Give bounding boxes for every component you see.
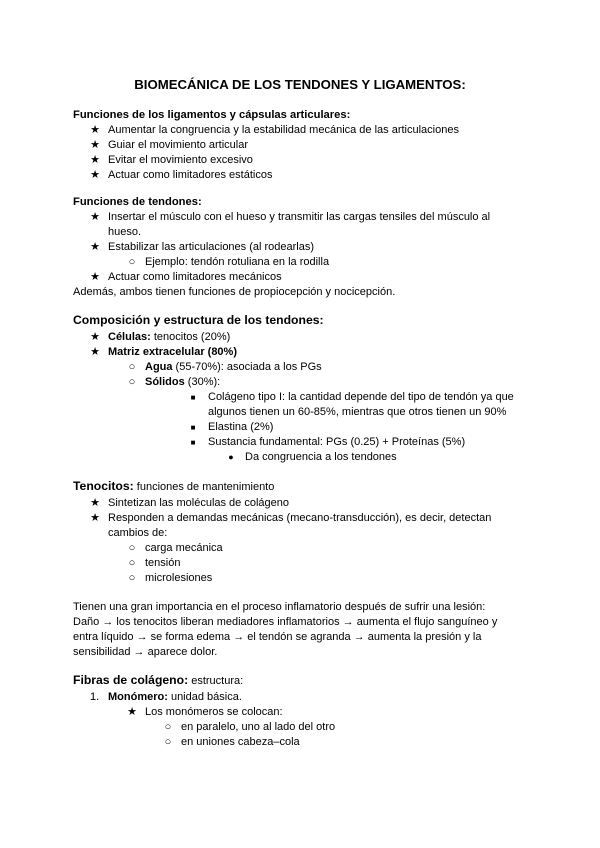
colageno-line-2: algunos tienen un 60-85%, mientras que otros tienen un 90% bbox=[208, 406, 507, 418]
tenocitos-item-2-line-2: cambios de: bbox=[108, 527, 168, 539]
fibras-heading-rest: estructura: bbox=[188, 675, 244, 687]
circle-bullet-icon: ○ bbox=[164, 736, 172, 748]
matriz-item: Matriz extracelular (80%) bbox=[108, 346, 237, 358]
fibras-sub-1: en paralelo, uno al lado del otro bbox=[181, 721, 336, 733]
circle-bullet-icon: ○ bbox=[128, 557, 136, 569]
celulas-text: tenocitos (20%) bbox=[150, 331, 231, 343]
star-bullet-icon: ★ bbox=[90, 154, 100, 166]
tenocitos-sub-3: microlesiones bbox=[145, 572, 213, 584]
circle-bullet-icon: ○ bbox=[128, 256, 136, 268]
solidos-text: (30%): bbox=[184, 376, 221, 388]
tendones-item-3: Actuar como limitadores mecánicos bbox=[108, 271, 282, 283]
star-bullet-icon: ★ bbox=[127, 706, 137, 718]
tendones-item-2-sub: Ejemplo: tendón rotuliana en la rodilla bbox=[145, 256, 330, 268]
colageno-line-1: Colágeno tipo I: la cantidad depende del tipo de tendón ya que bbox=[208, 391, 514, 403]
agua-label: Agua bbox=[145, 361, 173, 373]
fibras-heading-label: Fibras de colágeno: bbox=[73, 673, 189, 687]
tenocitos-heading-rest: funciones de mantenimiento bbox=[133, 481, 275, 493]
tendones-heading: Funciones de tendones: bbox=[73, 196, 202, 208]
colocan-item: Los monómeros se colocan: bbox=[145, 706, 283, 718]
tenocitos-item-1: Sintetizan las moléculas de colágeno bbox=[108, 497, 290, 509]
circle-bullet-icon: ○ bbox=[128, 376, 136, 388]
document-title: BIOMECÁNICA DE LOS TENDONES Y LIGAMENTOS: bbox=[134, 77, 466, 92]
congruencia-item: Da congruencia a los tendones bbox=[245, 451, 397, 463]
tenocitos-heading bbox=[73, 479, 274, 495]
circle-bullet-icon: ○ bbox=[128, 572, 136, 584]
monomero-text: unidad básica. bbox=[167, 691, 242, 703]
agua-text: (55-70%): asociada a los PGs bbox=[172, 361, 322, 373]
tendones-item-2: Estabilizar las articulaciones (al rodearlas) bbox=[108, 241, 315, 253]
composicion-heading: Composición y estructura de los tendones: bbox=[73, 313, 324, 327]
agua-item bbox=[145, 360, 322, 375]
ligamentos-item-3: Evitar el movimiento excesivo bbox=[108, 154, 253, 166]
circle-bullet-icon: ○ bbox=[128, 542, 136, 554]
square-bullet-icon: ■ bbox=[190, 423, 196, 432]
star-bullet-icon: ★ bbox=[90, 271, 100, 283]
ligamentos-item-4: Actuar como limitadores estáticos bbox=[108, 169, 273, 181]
elastina-item: Elastina (2%) bbox=[208, 421, 274, 433]
celulas-item bbox=[108, 330, 230, 345]
square-bullet-icon: ■ bbox=[190, 393, 196, 402]
tendones-item-1-line-1: Insertar el músculo con el hueso y transmitir las cargas tensiles del músculo al bbox=[108, 211, 491, 223]
dot-bullet-icon: ● bbox=[228, 452, 234, 462]
fibras-sub-2: en uniones cabeza–cola bbox=[181, 736, 300, 748]
inflamacion-line-2: Daño → los tenocitos liberan mediadores inflamatorios → aumenta el flujo sanguíneo y bbox=[73, 616, 498, 628]
circle-bullet-icon: ○ bbox=[164, 721, 172, 733]
solidos-label: Sólidos bbox=[145, 376, 185, 388]
tenocitos-heading-label: Tenocitos: bbox=[73, 479, 134, 493]
circle-bullet-icon: ○ bbox=[128, 361, 136, 373]
star-bullet-icon: ★ bbox=[90, 497, 100, 509]
star-bullet-icon: ★ bbox=[90, 124, 100, 136]
star-bullet-icon: ★ bbox=[90, 331, 100, 343]
star-bullet-icon: ★ bbox=[90, 512, 100, 524]
square-bullet-icon: ■ bbox=[190, 438, 196, 447]
solidos-item bbox=[145, 375, 220, 390]
monomero-item bbox=[108, 690, 242, 705]
tenocitos-item-2-line-1: Responden a demandas mecánicas (mecano-transducción), es decir, detectan bbox=[108, 512, 492, 524]
ligamentos-heading: Funciones de los ligamentos y cápsulas articulares: bbox=[73, 109, 351, 121]
star-bullet-icon: ★ bbox=[90, 211, 100, 223]
fibras-heading bbox=[73, 673, 243, 689]
monomero-label: Monómero: bbox=[108, 691, 168, 703]
tenocitos-sub-2: tensión bbox=[145, 557, 181, 569]
celulas-label: Células: bbox=[108, 331, 151, 343]
sustancia-item: Sustancia fundamental: PGs (0.25) + Proteínas (5%) bbox=[208, 436, 466, 448]
star-bullet-icon: ★ bbox=[90, 346, 100, 358]
tenocitos-sub-1: carga mecánica bbox=[145, 542, 223, 554]
inflamacion-line-4: sensibilidad → aparece dolor. bbox=[73, 646, 218, 658]
tendones-item-1-line-2: hueso. bbox=[108, 226, 142, 238]
tendones-note: Además, ambos tienen funciones de propiocepción y nocicepción. bbox=[73, 286, 396, 298]
ligamentos-item-2: Guiar el movimiento articular bbox=[108, 139, 248, 151]
inflamacion-line-3: entra líquido → se forma edema → el tendón se agranda → aumenta la presión y la bbox=[73, 631, 482, 643]
ligamentos-item-1: Aumentar la congruencia y la estabilidad mecánica de las articulaciones bbox=[108, 124, 459, 136]
fibras-list-number: 1. bbox=[90, 691, 100, 703]
star-bullet-icon: ★ bbox=[90, 241, 100, 253]
star-bullet-icon: ★ bbox=[90, 139, 100, 151]
star-bullet-icon: ★ bbox=[90, 169, 100, 181]
inflamacion-line-1: Tienen una gran importancia en el proceso inflamatorio después de sufrir una lesión: bbox=[73, 601, 486, 613]
